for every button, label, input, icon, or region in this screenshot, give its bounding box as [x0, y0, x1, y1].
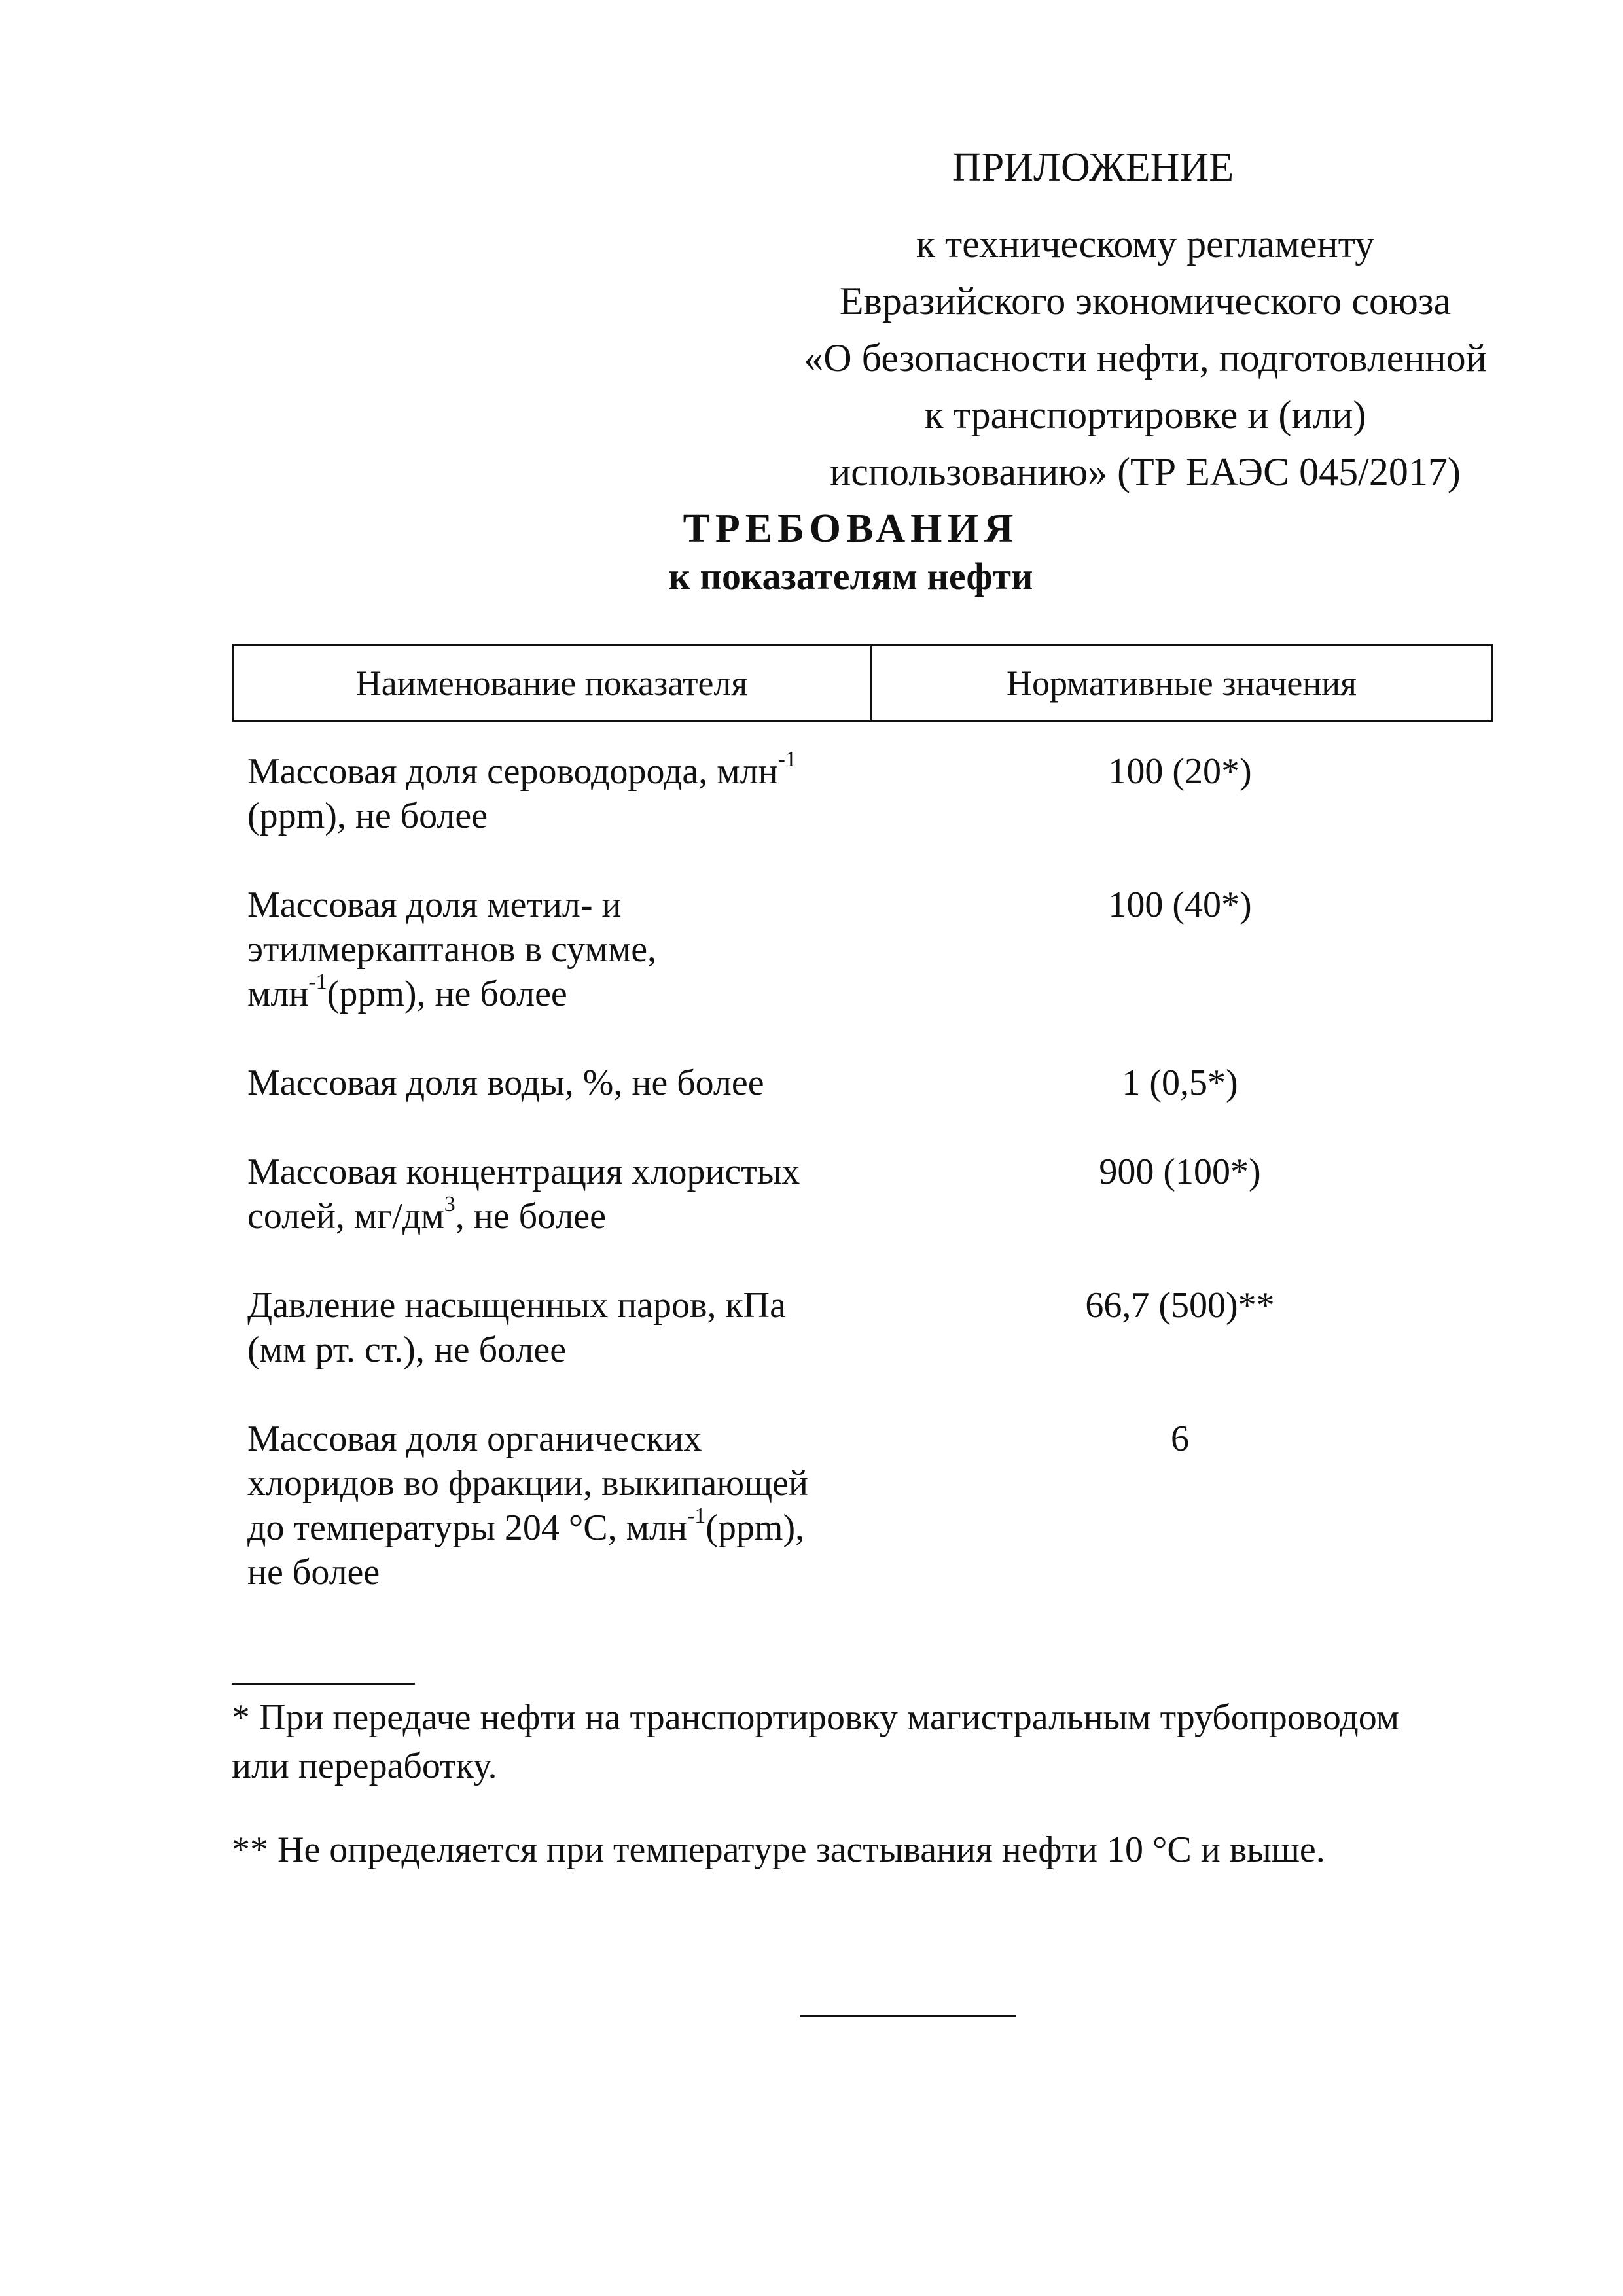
indicator-text: Массовая доля метил- и	[247, 885, 622, 925]
indicator-name	[247, 1417, 869, 1595]
indicator-text: Массовая доля органических	[247, 1419, 702, 1459]
document-title: ТРЕБОВАНИЯ	[683, 506, 1019, 551]
normative-value: 1 (0,5*)	[1122, 1063, 1238, 1103]
table-row	[247, 1061, 1478, 1105]
indicator-name	[247, 1150, 869, 1239]
indicator-text: Массовая концентрация хлористых	[247, 1152, 800, 1192]
footnote-1	[232, 1693, 1527, 1790]
appendix-line: к техническому регламенту	[916, 222, 1375, 266]
appendix-line: «О безопасности нефти, подготовленной	[804, 336, 1487, 380]
footnote-text: * При передаче нефти на транспортировку магистральным трубопроводом	[232, 1697, 1400, 1738]
table-row	[247, 1417, 1478, 1595]
indicator-name	[247, 1283, 869, 1372]
normative-value: 900 (100*)	[1099, 1152, 1261, 1192]
indicator-text: (ppm), не более	[327, 974, 567, 1014]
table-row	[247, 749, 1478, 838]
indicator-name	[247, 883, 869, 1016]
indicator-text: не более	[247, 1552, 380, 1593]
superscript: -1	[687, 1504, 706, 1528]
indicator-text: Давление насыщенных паров, кПа	[247, 1285, 786, 1326]
table-header	[232, 644, 1493, 722]
indicator-text: (мм рт. ст.), не более	[247, 1330, 567, 1370]
normative-value: 66,7 (500)**	[1085, 1285, 1275, 1326]
appendix-line: к транспортировке и (или)	[924, 393, 1366, 436]
indicator-name	[247, 1061, 869, 1105]
table-row	[247, 1283, 1478, 1372]
table-row	[247, 883, 1478, 1016]
appendix-title: ПРИЛОЖЕНИЕ	[952, 145, 1234, 190]
document-subtitle: к показателям нефти	[668, 555, 1033, 597]
appendix-reference	[753, 216, 1538, 501]
normative-value: 6	[1171, 1419, 1189, 1459]
indicator-text: Массовая доля воды, %, не более	[247, 1063, 764, 1103]
indicator-name	[247, 749, 869, 838]
normative-value: 100 (40*)	[1108, 885, 1252, 925]
footnote-2: ** Не определяется при температуре застывания нефти 10 °С и выше.	[232, 1829, 1325, 1870]
indicator-text: хлоридов во фракции, выкипающей	[247, 1463, 809, 1504]
header-indicator-name: Наименование показателя	[234, 646, 872, 720]
end-divider	[800, 2015, 1016, 2017]
appendix-line: использованию» (ТР ЕАЭС 045/2017)	[830, 450, 1461, 493]
superscript: 3	[444, 1192, 455, 1217]
normative-value: 100 (20*)	[1108, 751, 1252, 792]
indicator-text: (ppm),	[705, 1508, 805, 1548]
superscript: -1	[777, 747, 796, 772]
indicator-text: (ppm), не более	[247, 796, 488, 836]
indicator-text: Массовая доля сероводорода, млн	[247, 751, 778, 792]
indicator-text: этилмеркаптанов в сумме,	[247, 929, 657, 970]
indicator-text: до температуры 204 °С, млн	[247, 1508, 687, 1548]
superscript: -1	[308, 970, 327, 995]
footnote-text: или переработку.	[232, 1746, 497, 1786]
table-row	[247, 1150, 1478, 1239]
header-normative-values: Нормативные значения	[1007, 663, 1357, 703]
footnote-divider	[232, 1683, 415, 1685]
indicator-text: млн	[247, 974, 309, 1014]
indicator-text: солей, мг/дм	[247, 1196, 444, 1237]
table-body	[247, 749, 1478, 1639]
indicator-text: , не более	[455, 1196, 607, 1237]
appendix-line: Евразийского экономического союза	[839, 279, 1452, 323]
